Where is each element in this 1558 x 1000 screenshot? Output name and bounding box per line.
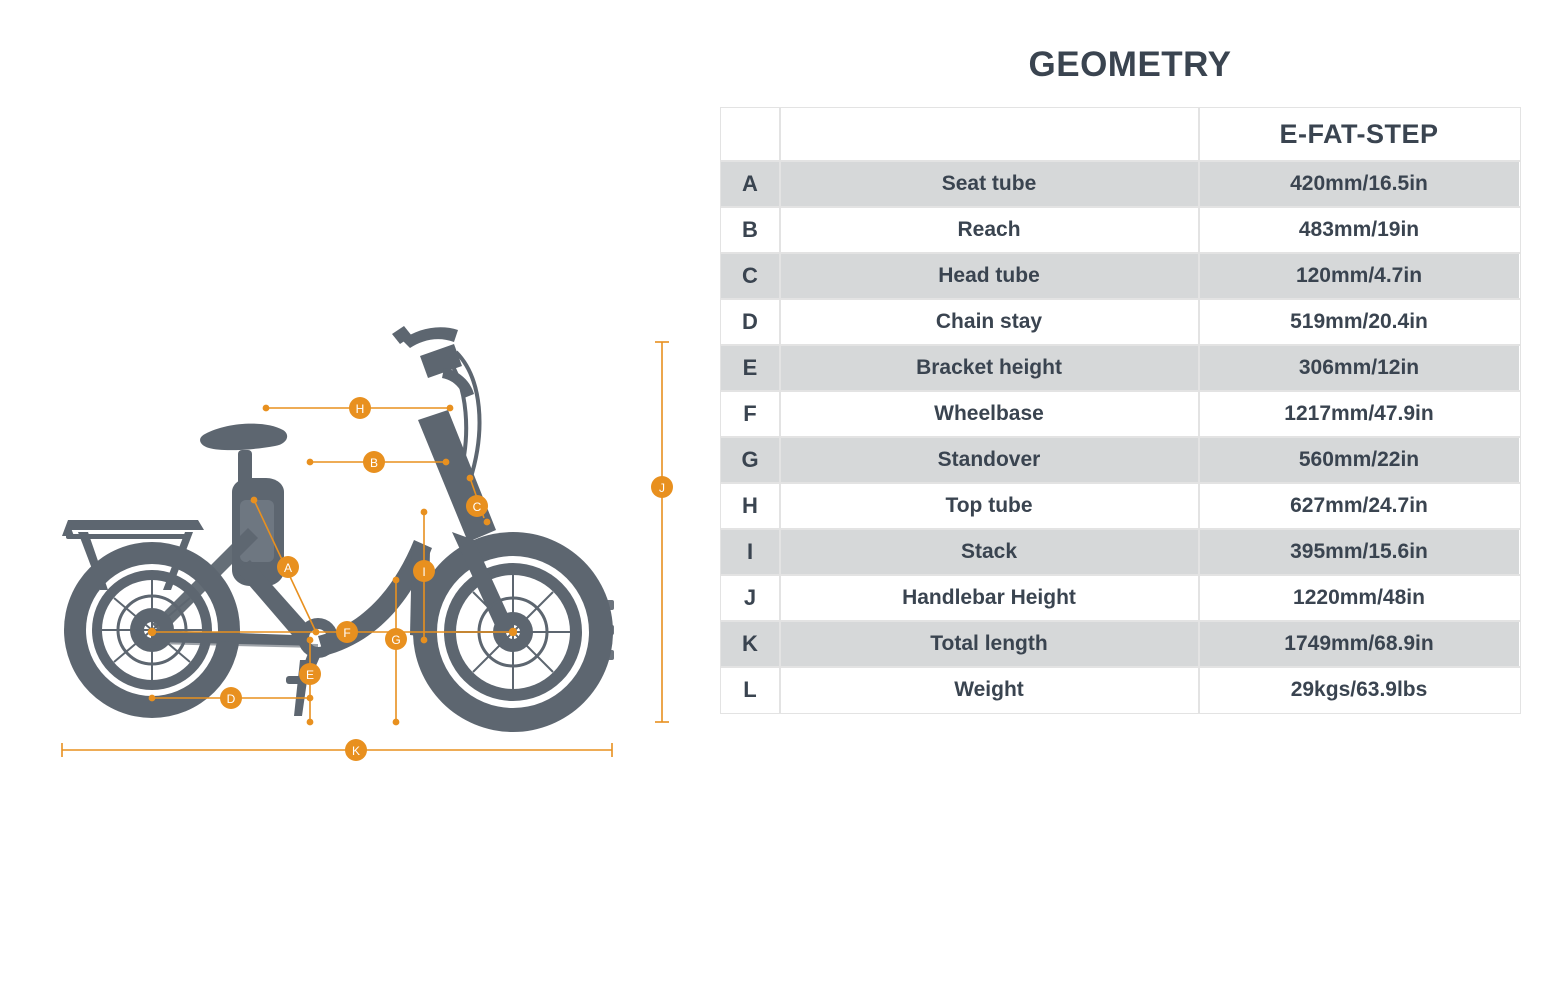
- svg-text:E: E: [305, 668, 315, 682]
- table-row: [721, 391, 1520, 437]
- marker-J: [651, 476, 673, 498]
- row-value: 306mm/12in: [1199, 345, 1520, 391]
- svg-text:A: A: [283, 561, 293, 575]
- row-letter: H: [721, 483, 780, 529]
- row-value: 1749mm/68.9in: [1199, 621, 1520, 667]
- table-row: [721, 621, 1520, 667]
- row-label: Handlebar Height: [780, 575, 1199, 621]
- svg-text:F: F: [343, 626, 351, 640]
- table-row: [721, 161, 1520, 207]
- row-letter: G: [721, 437, 780, 483]
- row-value: 29kgs/63.9lbs: [1199, 667, 1520, 713]
- header-letter: [721, 108, 780, 161]
- row-letter: B: [721, 207, 780, 253]
- table-row: [721, 667, 1520, 713]
- row-value: 395mm/15.6in: [1199, 529, 1520, 575]
- svg-text:D: D: [226, 692, 236, 706]
- row-label: Chain stay: [780, 299, 1199, 345]
- marker-C: [466, 495, 488, 517]
- svg-text:I: I: [422, 565, 426, 579]
- svg-text:C: C: [472, 500, 482, 514]
- table-row: [721, 575, 1520, 621]
- table-row: [721, 437, 1520, 483]
- row-letter: L: [721, 667, 780, 713]
- row-value: 560mm/22in: [1199, 437, 1520, 483]
- row-value: 627mm/24.7in: [1199, 483, 1520, 529]
- marker-D: [220, 687, 242, 709]
- header-label: [780, 108, 1199, 161]
- table-row: [721, 299, 1520, 345]
- table-header-row: [721, 108, 1520, 161]
- row-letter: E: [721, 345, 780, 391]
- row-label: Standover: [780, 437, 1199, 483]
- row-label: Wheelbase: [780, 391, 1199, 437]
- marker-A: [277, 556, 299, 578]
- svg-text:B: B: [369, 456, 379, 470]
- row-value: 1217mm/47.9in: [1199, 391, 1520, 437]
- bike-silhouette: [62, 326, 614, 732]
- row-letter: J: [721, 575, 780, 621]
- row-label: Reach: [780, 207, 1199, 253]
- row-value: 420mm/16.5in: [1199, 161, 1520, 207]
- svg-text:K: K: [351, 744, 361, 758]
- marker-E: [299, 663, 321, 685]
- row-label: Seat tube: [780, 161, 1199, 207]
- row-label: Top tube: [780, 483, 1199, 529]
- table-row: [721, 345, 1520, 391]
- page-title: GEOMETRY: [1028, 45, 1232, 84]
- row-label: Head tube: [780, 253, 1199, 299]
- svg-text:J: J: [659, 481, 665, 495]
- table-row: [721, 483, 1520, 529]
- marker-K: [345, 739, 367, 761]
- row-label: Stack: [780, 529, 1199, 575]
- row-value: 483mm/19in: [1199, 207, 1520, 253]
- row-letter: K: [721, 621, 780, 667]
- marker-H: [349, 397, 371, 419]
- row-letter: A: [721, 161, 780, 207]
- row-value: 1220mm/48in: [1199, 575, 1520, 621]
- row-value: 120mm/4.7in: [1199, 253, 1520, 299]
- row-label: Weight: [780, 667, 1199, 713]
- row-letter: I: [721, 529, 780, 575]
- row-value: 519mm/20.4in: [1199, 299, 1520, 345]
- marker-I: [413, 560, 435, 582]
- table-row: [721, 207, 1520, 253]
- table-row: [721, 253, 1520, 299]
- table-row: [721, 529, 1520, 575]
- marker-B: [363, 451, 385, 473]
- geometry-table-section: [720, 0, 1540, 713]
- row-letter: D: [721, 299, 780, 345]
- row-label: Total length: [780, 621, 1199, 667]
- marker-G: [385, 628, 407, 650]
- svg-text:H: H: [355, 402, 365, 416]
- svg-text:G: G: [391, 633, 401, 647]
- row-letter: F: [721, 391, 780, 437]
- geometry-table: [720, 107, 1520, 713]
- row-label: Bracket height: [780, 345, 1199, 391]
- row-letter: C: [721, 253, 780, 299]
- header-model: E-FAT-STEP: [1199, 108, 1520, 161]
- marker-F: [336, 621, 358, 643]
- bike-geometry-diagram: [0, 0, 710, 1000]
